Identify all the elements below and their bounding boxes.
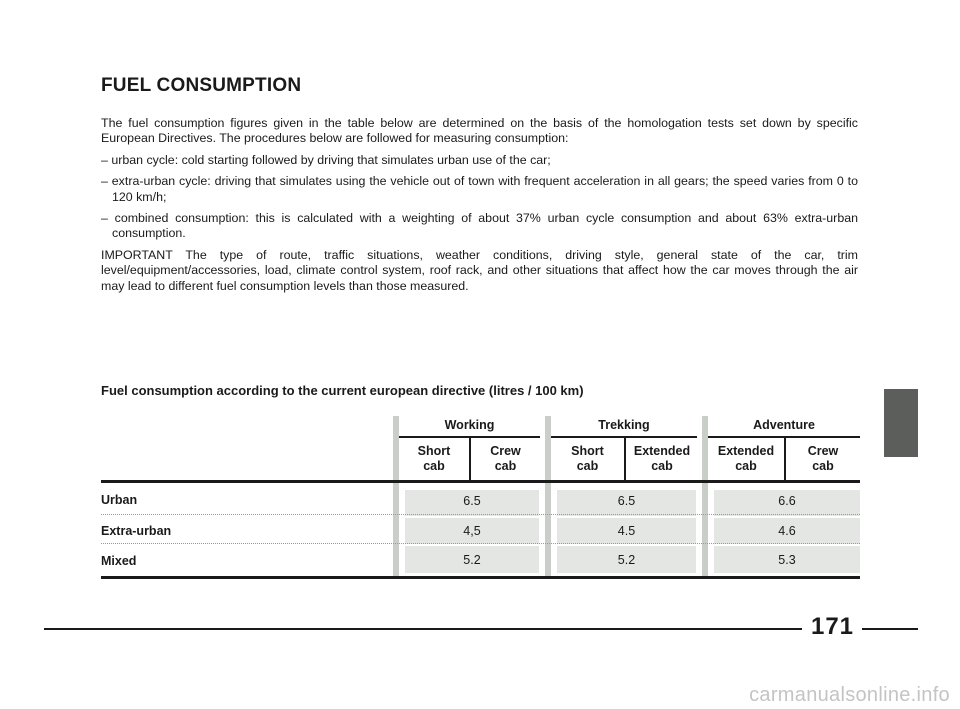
table-caption: Fuel consumption according to the current european directive (litres / 100 km) — [101, 383, 584, 398]
column-separator-bar — [545, 416, 551, 578]
value-extra-urban-adventure: 4.6 — [778, 524, 796, 538]
footer-rule-left — [44, 628, 802, 630]
bullet-extra-urban-cycle: – extra-urban cycle: driving that simulates using the vehicle out of town with frequent acceleration in all gears; the speed varies from 0 to 120 km/h; — [101, 174, 858, 204]
value-mixed-trekking: 5.2 — [617, 553, 636, 567]
value-urban-trekking: 6.5 — [617, 494, 636, 508]
value-mixed-adventure: 5.3 — [778, 553, 796, 567]
row-divider — [101, 514, 860, 515]
column-separator-bar — [702, 416, 708, 578]
value-mixed-working: 5.2 — [463, 553, 481, 567]
bullet-urban-cycle: – urban cycle: cold starting followed by driving that simulates urban use of the car; — [101, 152, 551, 167]
value-extra-urban-trekking: 4.5 — [617, 524, 636, 538]
footer-rule-right — [862, 628, 918, 630]
bullet-combined-consumption: – combined consumption: this is calculated with a weighting of about 37% urban cycle consumption and about 63% extra-urban consumption. — [101, 211, 858, 241]
row-label-extra-urban: Extra-urban — [101, 524, 172, 538]
subheader-trekking-extended-cab: Extended cab — [633, 444, 691, 473]
page-number: 171 — [810, 613, 855, 640]
header-rule — [101, 480, 860, 483]
column-separator-bar — [393, 416, 399, 578]
table-bottom-rule — [101, 576, 860, 579]
subheader-working-crew-cab: Crew cab — [490, 444, 521, 473]
subheader-adventure-crew-cab: Crew cab — [807, 444, 839, 473]
subheader-adventure-extended-cab: Extended cab — [717, 444, 775, 473]
value-urban-working: 6.5 — [463, 494, 481, 508]
group-header-adventure: Adventure — [753, 418, 815, 432]
row-divider — [101, 543, 860, 544]
subheader-working-short-cab: Short cab — [417, 444, 451, 473]
group-header-working: Working — [444, 418, 495, 432]
intro-paragraph: The fuel consumption figures given in the table below are determined on the basis of the homologation tests set down by specific European Directives. The procedures below are followed for measuring consumption: — [101, 116, 858, 146]
subheader-trekking-short-cab: Short cab — [571, 444, 604, 473]
value-extra-urban-working: 4,5 — [463, 524, 481, 538]
important-paragraph: IMPORTANT The type of route, traffic situations, weather conditions, driving style, general state of the car, trim level/equipment/accessories, load, climate control system, roof rack, and other situations that affect how the car moves through the air may lead to different fuel consumption levels than those measured. — [101, 247, 858, 293]
section-title: FUEL CONSUMPTION — [101, 75, 302, 96]
value-urban-adventure: 6.6 — [778, 494, 796, 508]
section-thumb-tab — [884, 389, 918, 457]
row-label-urban: Urban — [101, 493, 138, 507]
watermark-text: carmanualsonline.info — [749, 684, 950, 706]
group-header-trekking: Trekking — [598, 418, 650, 432]
row-label-mixed: Mixed — [101, 554, 137, 568]
